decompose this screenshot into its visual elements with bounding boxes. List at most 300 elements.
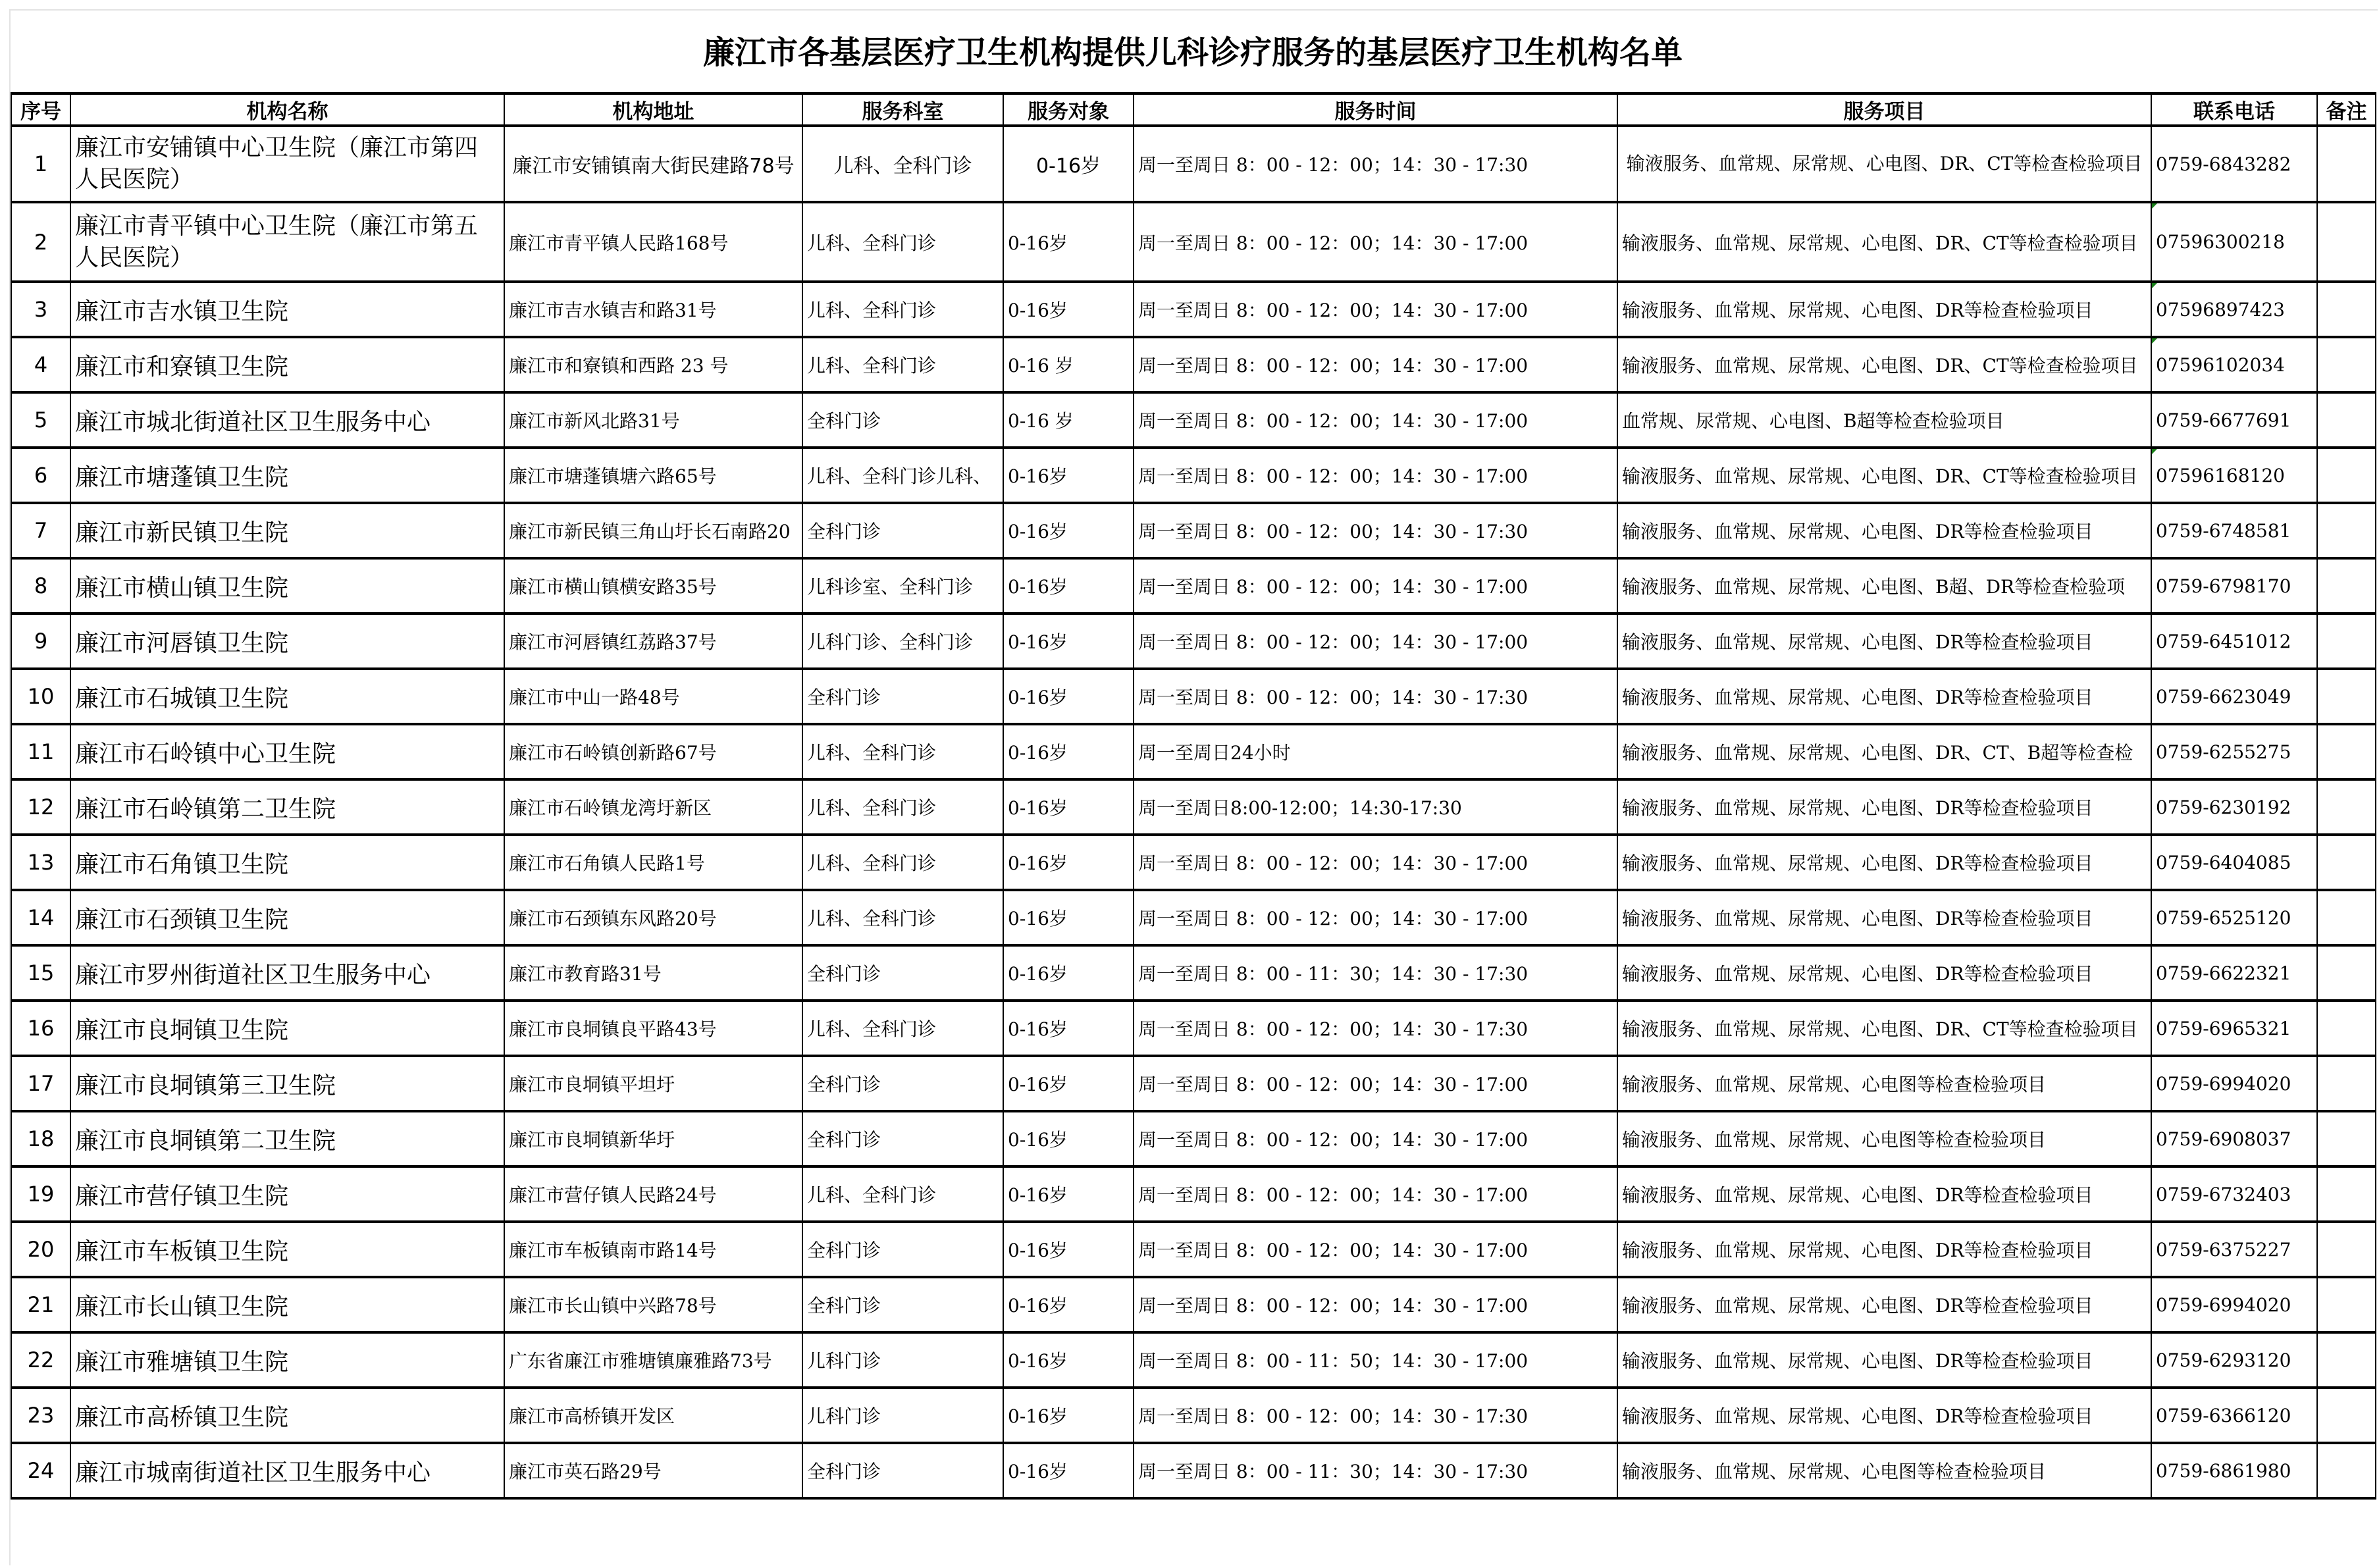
cell-service-hours[interactable]	[1134, 558, 1617, 614]
cell-text: 输液服务、血常规、尿常规、心电图、DR等检查检验项目	[1622, 1405, 2093, 1427]
table-row	[11, 835, 2376, 890]
cell-name[interactable]	[70, 126, 504, 202]
cell-phone[interactable]	[2151, 337, 2317, 392]
cell-name[interactable]	[70, 1056, 504, 1111]
cell-name[interactable]	[70, 503, 504, 558]
cell-address[interactable]	[504, 1111, 802, 1166]
cell-remarks[interactable]	[2317, 724, 2376, 779]
cell-seq[interactable]	[11, 448, 70, 503]
cell-department[interactable]	[802, 835, 1003, 890]
cell-name[interactable]	[70, 1111, 504, 1166]
cell-address[interactable]	[504, 890, 802, 945]
cell-text: 周一至周日 8：00 - 12：00；14：30 - 17:00	[1138, 1074, 1529, 1095]
cell-name[interactable]	[70, 890, 504, 945]
cell-service-items[interactable]	[1617, 1277, 2151, 1332]
cell-seq[interactable]	[11, 1277, 70, 1332]
cell-remarks[interactable]	[2317, 282, 2376, 337]
cell-service-items[interactable]	[1617, 337, 2151, 392]
cell-name[interactable]	[70, 202, 504, 282]
cell-remarks[interactable]	[2317, 1388, 2376, 1443]
cell-service-items[interactable]	[1617, 614, 2151, 669]
cell-department[interactable]	[802, 1222, 1003, 1277]
cell-seq[interactable]	[11, 945, 70, 1001]
cell-phone[interactable]	[2151, 1443, 2317, 1498]
cell-seq[interactable]	[11, 1443, 70, 1498]
cell-name[interactable]	[70, 282, 504, 337]
cell-address[interactable]	[504, 669, 802, 724]
cell-text: 输液服务、血常规、尿常规、心电图、DR等检查检验项目	[1622, 521, 2093, 542]
cell-phone[interactable]	[2151, 835, 2317, 890]
cell-text: 廉江市良垌镇良平路43号	[509, 1018, 717, 1040]
column-header-phone[interactable]: 联系电话	[2151, 93, 2317, 126]
cell-service-hours[interactable]	[1134, 1166, 1617, 1222]
cell-department[interactable]	[802, 503, 1003, 558]
cell-department[interactable]	[802, 337, 1003, 392]
cell-seq[interactable]	[11, 1111, 70, 1166]
cell-address[interactable]	[504, 1001, 802, 1056]
cell-text: 全科门诊	[807, 687, 881, 708]
cell-address[interactable]	[504, 835, 802, 890]
cell-text: 廉江市车板镇南市路14号	[509, 1240, 717, 1261]
cell-service-hours[interactable]	[1134, 448, 1617, 503]
cell-name[interactable]	[70, 779, 504, 835]
cell-address[interactable]	[504, 337, 802, 392]
cell-text: 周一至周日24小时	[1138, 742, 1291, 764]
cell-remarks[interactable]	[2317, 392, 2376, 448]
table-row	[11, 392, 2376, 448]
cell-department[interactable]	[802, 1166, 1003, 1222]
cell-text: 周一至周日 8：00 - 12：00；14：30 - 17:00	[1138, 1240, 1529, 1261]
cell-service-items[interactable]	[1617, 890, 2151, 945]
cell-name[interactable]	[70, 614, 504, 669]
cell-text: 输液服务、血常规、尿常规、心电图、DR等检查检验项目	[1622, 687, 2093, 708]
cell-name[interactable]	[70, 1332, 504, 1388]
cell-phone[interactable]	[2151, 614, 2317, 669]
cell-text: 输液服务、血常规、尿常规、心电图、DR等检查检验项目	[1622, 1184, 2093, 1206]
cell-target-age[interactable]	[1003, 835, 1134, 890]
cell-text: 全科门诊	[807, 410, 881, 432]
cell-name[interactable]	[70, 945, 504, 1001]
cell-department[interactable]	[802, 392, 1003, 448]
cell-phone[interactable]	[2151, 282, 2317, 337]
cell-name[interactable]	[70, 1166, 504, 1222]
cell-remarks[interactable]	[2317, 779, 2376, 835]
cell-service-hours[interactable]	[1134, 503, 1617, 558]
cell-text: 廉江市石角镇卫生院	[75, 850, 289, 878]
column-header-department[interactable]: 服务科室	[802, 93, 1003, 126]
cell-target-age[interactable]	[1003, 392, 1134, 448]
cell-address[interactable]	[504, 1332, 802, 1388]
cell-service-items[interactable]	[1617, 1222, 2151, 1277]
cell-text: 18	[27, 1126, 55, 1151]
cell-address[interactable]	[504, 202, 802, 282]
cell-department[interactable]	[802, 1277, 1003, 1332]
cell-name[interactable]	[70, 392, 504, 448]
cell-phone[interactable]	[2151, 1332, 2317, 1388]
cell-phone[interactable]	[2151, 1277, 2317, 1332]
cell-target-age[interactable]	[1003, 945, 1134, 1001]
cell-seq[interactable]	[11, 1056, 70, 1111]
cell-name[interactable]	[70, 1388, 504, 1443]
cell-remarks[interactable]	[2317, 945, 2376, 1001]
cell-phone[interactable]	[2151, 1166, 2317, 1222]
cell-text: 儿科、全科门诊	[807, 1184, 937, 1206]
cell-seq[interactable]	[11, 503, 70, 558]
cell-target-age[interactable]	[1003, 1056, 1134, 1111]
cell-target-age[interactable]	[1003, 503, 1134, 558]
cell-phone[interactable]	[2151, 890, 2317, 945]
cell-service-hours[interactable]	[1134, 1332, 1617, 1388]
cell-name[interactable]	[70, 835, 504, 890]
column-header-service-items[interactable]: 服务项目	[1617, 93, 2151, 126]
cell-phone[interactable]	[2151, 392, 2317, 448]
cell-remarks[interactable]	[2317, 337, 2376, 392]
cell-target-age[interactable]	[1003, 669, 1134, 724]
cell-department[interactable]	[802, 1056, 1003, 1111]
cell-department[interactable]	[802, 669, 1003, 724]
cell-remarks[interactable]	[2317, 202, 2376, 282]
cell-text: 廉江市横山镇横安路35号	[509, 576, 717, 598]
table-row	[11, 1277, 2376, 1332]
cell-service-items[interactable]	[1617, 779, 2151, 835]
cell-text: 07596102034	[2156, 353, 2285, 376]
cell-text: 儿科、全科门诊	[807, 1018, 937, 1040]
cell-service-hours[interactable]	[1134, 614, 1617, 669]
table-row	[11, 503, 2376, 558]
cell-target-age[interactable]	[1003, 1332, 1134, 1388]
cell-address[interactable]	[504, 448, 802, 503]
cell-remarks[interactable]	[2317, 1277, 2376, 1332]
cell-phone[interactable]	[2151, 1222, 2317, 1277]
cell-service-hours[interactable]	[1134, 835, 1617, 890]
cell-text: 血常规、尿常规、心电图、B超等检查检验项目	[1622, 410, 2004, 432]
cell-seq[interactable]	[11, 890, 70, 945]
cell-remarks[interactable]	[2317, 503, 2376, 558]
cell-department[interactable]	[802, 1111, 1003, 1166]
cell-service-hours[interactable]	[1134, 1443, 1617, 1498]
cell-comment-indicator-icon	[2152, 449, 2157, 454]
cell-text: 07596897423	[2156, 298, 2285, 321]
cell-remarks[interactable]	[2317, 669, 2376, 724]
cell-service-hours[interactable]	[1134, 126, 1617, 202]
cell-target-age[interactable]	[1003, 337, 1134, 392]
cell-text: 0-16岁	[1008, 1405, 1068, 1427]
cell-text: 儿科、全科门诊	[807, 852, 937, 874]
cell-seq[interactable]	[11, 126, 70, 202]
cell-remarks[interactable]	[2317, 1166, 2376, 1222]
cell-department[interactable]	[802, 448, 1003, 503]
cell-department[interactable]	[802, 126, 1003, 202]
cell-text: 廉江市石颈镇东风路20号	[509, 908, 717, 929]
cell-target-age[interactable]	[1003, 779, 1134, 835]
cell-text: 全科门诊	[807, 1240, 881, 1261]
cell-phone[interactable]	[2151, 1056, 2317, 1111]
cell-name[interactable]	[70, 724, 504, 779]
cell-address[interactable]	[504, 282, 802, 337]
cell-target-age[interactable]	[1003, 1111, 1134, 1166]
cell-text: 0759-6375227	[2156, 1238, 2291, 1261]
cell-department[interactable]	[802, 890, 1003, 945]
cell-name[interactable]	[70, 1443, 504, 1498]
cell-target-age[interactable]	[1003, 614, 1134, 669]
cell-text: 0-16岁	[1008, 742, 1068, 764]
cell-remarks[interactable]	[2317, 1001, 2376, 1056]
cell-text: 全科门诊	[807, 521, 881, 542]
cell-seq[interactable]	[11, 1222, 70, 1277]
cell-text: 0-16岁	[1008, 465, 1068, 487]
cell-service-hours[interactable]	[1134, 1056, 1617, 1111]
cell-service-hours[interactable]	[1134, 337, 1617, 392]
cell-text: 周一至周日 8：00 - 12：00；14：30 - 17:30	[1138, 687, 1529, 708]
cell-target-age[interactable]	[1003, 126, 1134, 202]
cell-text: 9	[34, 629, 48, 654]
cell-service-hours[interactable]	[1134, 669, 1617, 724]
cell-phone[interactable]	[2151, 1111, 2317, 1166]
cell-seq[interactable]	[11, 282, 70, 337]
cell-address[interactable]	[504, 1443, 802, 1498]
cell-target-age[interactable]	[1003, 890, 1134, 945]
cell-target-age[interactable]	[1003, 558, 1134, 614]
cell-department[interactable]	[802, 1332, 1003, 1388]
cell-address[interactable]	[504, 1222, 802, 1277]
cell-service-items[interactable]	[1617, 945, 2151, 1001]
cell-phone[interactable]	[2151, 724, 2317, 779]
cell-service-items[interactable]	[1617, 126, 2151, 202]
cell-service-items[interactable]	[1617, 448, 2151, 503]
cell-address[interactable]	[504, 1056, 802, 1111]
cell-address[interactable]	[504, 392, 802, 448]
cell-target-age[interactable]	[1003, 282, 1134, 337]
cell-service-hours[interactable]	[1134, 724, 1617, 779]
cell-address[interactable]	[504, 503, 802, 558]
cell-address[interactable]	[504, 126, 802, 202]
cell-service-hours[interactable]	[1134, 779, 1617, 835]
cell-remarks[interactable]	[2317, 126, 2376, 202]
cell-department[interactable]	[802, 724, 1003, 779]
cell-seq[interactable]	[11, 1332, 70, 1388]
cell-comment-indicator-icon	[2152, 203, 2157, 209]
cell-remarks[interactable]	[2317, 890, 2376, 945]
cell-text: 廉江市塘蓬镇塘六路65号	[509, 465, 717, 487]
cell-seq[interactable]	[11, 724, 70, 779]
cell-text: 儿科门诊	[807, 1350, 881, 1372]
column-header-target-age[interactable]: 服务对象	[1003, 93, 1134, 126]
cell-seq[interactable]	[11, 202, 70, 282]
cell-address[interactable]	[504, 558, 802, 614]
cell-seq[interactable]	[11, 392, 70, 448]
cell-name[interactable]	[70, 669, 504, 724]
cell-service-items[interactable]	[1617, 669, 2151, 724]
cell-target-age[interactable]	[1003, 1001, 1134, 1056]
table-row	[11, 1056, 2376, 1111]
cell-address[interactable]	[504, 724, 802, 779]
cell-text: 全科门诊	[807, 1295, 881, 1317]
cell-text: 0-16岁	[1008, 631, 1068, 653]
cell-service-hours[interactable]	[1134, 202, 1617, 282]
cell-service-hours[interactable]	[1134, 1001, 1617, 1056]
cell-text: 10	[27, 684, 55, 709]
cell-phone[interactable]	[2151, 945, 2317, 1001]
cell-text: 输液服务、血常规、尿常规、心电图、DR、CT等检查检验项目	[1626, 153, 2143, 174]
cell-text: 周一至周日 8：00 - 12：00；14：30 - 17:30	[1138, 521, 1529, 542]
column-header-name[interactable]: 机构名称	[70, 93, 504, 126]
cell-department[interactable]	[802, 1388, 1003, 1443]
cell-name[interactable]	[70, 337, 504, 392]
cell-text: 周一至周日 8：00 - 11：30；14：30 - 17:30	[1138, 1461, 1529, 1482]
cell-phone[interactable]	[2151, 669, 2317, 724]
table-row	[11, 1111, 2376, 1166]
cell-text: 13	[27, 850, 55, 875]
cell-remarks[interactable]	[2317, 614, 2376, 669]
cell-service-items[interactable]	[1617, 392, 2151, 448]
cell-seq[interactable]	[11, 558, 70, 614]
cell-remarks[interactable]	[2317, 448, 2376, 503]
cell-service-items[interactable]	[1617, 503, 2151, 558]
cell-phone[interactable]	[2151, 779, 2317, 835]
cell-remarks[interactable]	[2317, 835, 2376, 890]
cell-text: 儿科、全科门诊	[807, 300, 937, 321]
cell-seq[interactable]	[11, 614, 70, 669]
cell-text: 廉江市石岭镇龙湾圩新区	[509, 797, 712, 819]
cell-service-items[interactable]	[1617, 1332, 2151, 1388]
cell-department[interactable]	[802, 282, 1003, 337]
cell-text: 廉江市雅塘镇卫生院	[75, 1348, 289, 1376]
cell-text: 0-16岁	[1008, 1184, 1068, 1206]
cell-seq[interactable]	[11, 779, 70, 835]
cell-address[interactable]	[504, 1388, 802, 1443]
cell-remarks[interactable]	[2317, 558, 2376, 614]
column-header-service-hours[interactable]: 服务时间	[1134, 93, 1617, 126]
cell-remarks[interactable]	[2317, 1056, 2376, 1111]
cell-service-items[interactable]	[1617, 1443, 2151, 1498]
cell-phone[interactable]	[2151, 503, 2317, 558]
cell-address[interactable]	[504, 614, 802, 669]
cell-text: 输液服务、血常规、尿常规、心电图等检查检验项目	[1622, 1129, 2047, 1151]
cell-phone[interactable]	[2151, 1388, 2317, 1443]
cell-address[interactable]	[504, 1277, 802, 1332]
cell-name[interactable]	[70, 558, 504, 614]
cell-phone[interactable]	[2151, 126, 2317, 202]
cell-text: 周一至周日 8：00 - 12：00；14：30 - 17:00	[1138, 410, 1529, 432]
column-header-seq[interactable]: 序号	[11, 93, 70, 126]
cell-remarks[interactable]	[2317, 1222, 2376, 1277]
cell-phone[interactable]	[2151, 202, 2317, 282]
cell-text: 廉江市石岭镇中心卫生院	[75, 740, 336, 768]
cell-seq[interactable]	[11, 669, 70, 724]
cell-text: 周一至周日 8：00 - 12：00；14：30 - 17:00	[1138, 465, 1529, 487]
cell-text: 周一至周日 8：00 - 12：00；14：30 - 17:00	[1138, 1295, 1529, 1317]
cell-service-hours[interactable]	[1134, 282, 1617, 337]
cell-text: 0759-6255275	[2156, 741, 2291, 763]
cell-service-items[interactable]	[1617, 1166, 2151, 1222]
table-row	[11, 669, 2376, 724]
cell-text: 全科门诊	[807, 1461, 881, 1482]
cell-address[interactable]	[504, 1166, 802, 1222]
cell-service-items[interactable]	[1617, 1388, 2151, 1443]
cell-department[interactable]	[802, 202, 1003, 282]
cell-department[interactable]	[802, 779, 1003, 835]
cell-service-items[interactable]	[1617, 724, 2151, 779]
cell-text: 21	[27, 1292, 55, 1317]
column-header-address[interactable]: 机构地址	[504, 93, 802, 126]
cell-remarks[interactable]	[2317, 1443, 2376, 1498]
cell-target-age[interactable]	[1003, 724, 1134, 779]
institution-table	[11, 92, 2376, 1500]
cell-department[interactable]	[802, 945, 1003, 1001]
cell-address[interactable]	[504, 779, 802, 835]
cell-target-age[interactable]	[1003, 1222, 1134, 1277]
cell-name[interactable]	[70, 1277, 504, 1332]
cell-service-items[interactable]	[1617, 1001, 2151, 1056]
column-header-remarks[interactable]: 备注	[2317, 93, 2376, 126]
cell-target-age[interactable]	[1003, 1388, 1134, 1443]
cell-seq[interactable]	[11, 1001, 70, 1056]
cell-address[interactable]	[504, 945, 802, 1001]
cell-name[interactable]	[70, 1001, 504, 1056]
cell-text: 0759-6622321	[2156, 962, 2291, 984]
cell-service-hours[interactable]	[1134, 890, 1617, 945]
cell-service-hours[interactable]	[1134, 945, 1617, 1001]
cell-text: 0759-6677691	[2156, 409, 2291, 431]
cell-name[interactable]	[70, 1222, 504, 1277]
cell-department[interactable]	[802, 614, 1003, 669]
cell-department[interactable]	[802, 1001, 1003, 1056]
cell-text: 0-16岁	[1008, 232, 1068, 254]
cell-seq[interactable]	[11, 1388, 70, 1443]
cell-service-hours[interactable]	[1134, 392, 1617, 448]
cell-service-hours[interactable]	[1134, 1222, 1617, 1277]
table-row	[11, 1443, 2376, 1498]
cell-text: 儿科门诊	[807, 1405, 881, 1427]
cell-department[interactable]	[802, 558, 1003, 614]
cell-target-age[interactable]	[1003, 1277, 1134, 1332]
cell-name[interactable]	[70, 448, 504, 503]
cell-phone[interactable]	[2151, 558, 2317, 614]
cell-text: 输液服务、血常规、尿常规、心电图等检查检验项目	[1622, 1461, 2047, 1482]
cell-service-items[interactable]	[1617, 282, 2151, 337]
cell-target-age[interactable]	[1003, 1443, 1134, 1498]
cell-seq[interactable]	[11, 337, 70, 392]
cell-text: 3	[34, 297, 48, 322]
cell-phone[interactable]	[2151, 1001, 2317, 1056]
cell-phone[interactable]	[2151, 448, 2317, 503]
cell-text: 0-16岁	[1008, 1350, 1068, 1372]
cell-service-items[interactable]	[1617, 835, 2151, 890]
cell-service-items[interactable]	[1617, 1056, 2151, 1111]
cell-text: 廉江市良垌镇第三卫生院	[75, 1072, 336, 1099]
cell-service-hours[interactable]	[1134, 1111, 1617, 1166]
cell-target-age[interactable]	[1003, 448, 1134, 503]
cell-service-items[interactable]	[1617, 558, 2151, 614]
cell-remarks[interactable]	[2317, 1332, 2376, 1388]
cell-seq[interactable]	[11, 1166, 70, 1222]
cell-service-items[interactable]	[1617, 1111, 2151, 1166]
cell-text: 0759-6366120	[2156, 1404, 2291, 1426]
cell-text: 0-16 岁	[1008, 355, 1074, 377]
cell-service-items[interactable]	[1617, 202, 2151, 282]
cell-text: 廉江市高桥镇开发区	[509, 1405, 675, 1427]
cell-department[interactable]	[802, 1443, 1003, 1498]
cell-seq[interactable]	[11, 835, 70, 890]
cell-remarks[interactable]	[2317, 1111, 2376, 1166]
cell-target-age[interactable]	[1003, 202, 1134, 282]
cell-service-hours[interactable]	[1134, 1277, 1617, 1332]
cell-text: 廉江市教育路31号	[509, 963, 662, 985]
cell-text: 廉江市河唇镇红荔路37号	[509, 631, 717, 653]
cell-service-hours[interactable]	[1134, 1388, 1617, 1443]
cell-target-age[interactable]	[1003, 1166, 1134, 1222]
cell-text: 廉江市和寮镇和西路 23 号	[509, 355, 729, 377]
